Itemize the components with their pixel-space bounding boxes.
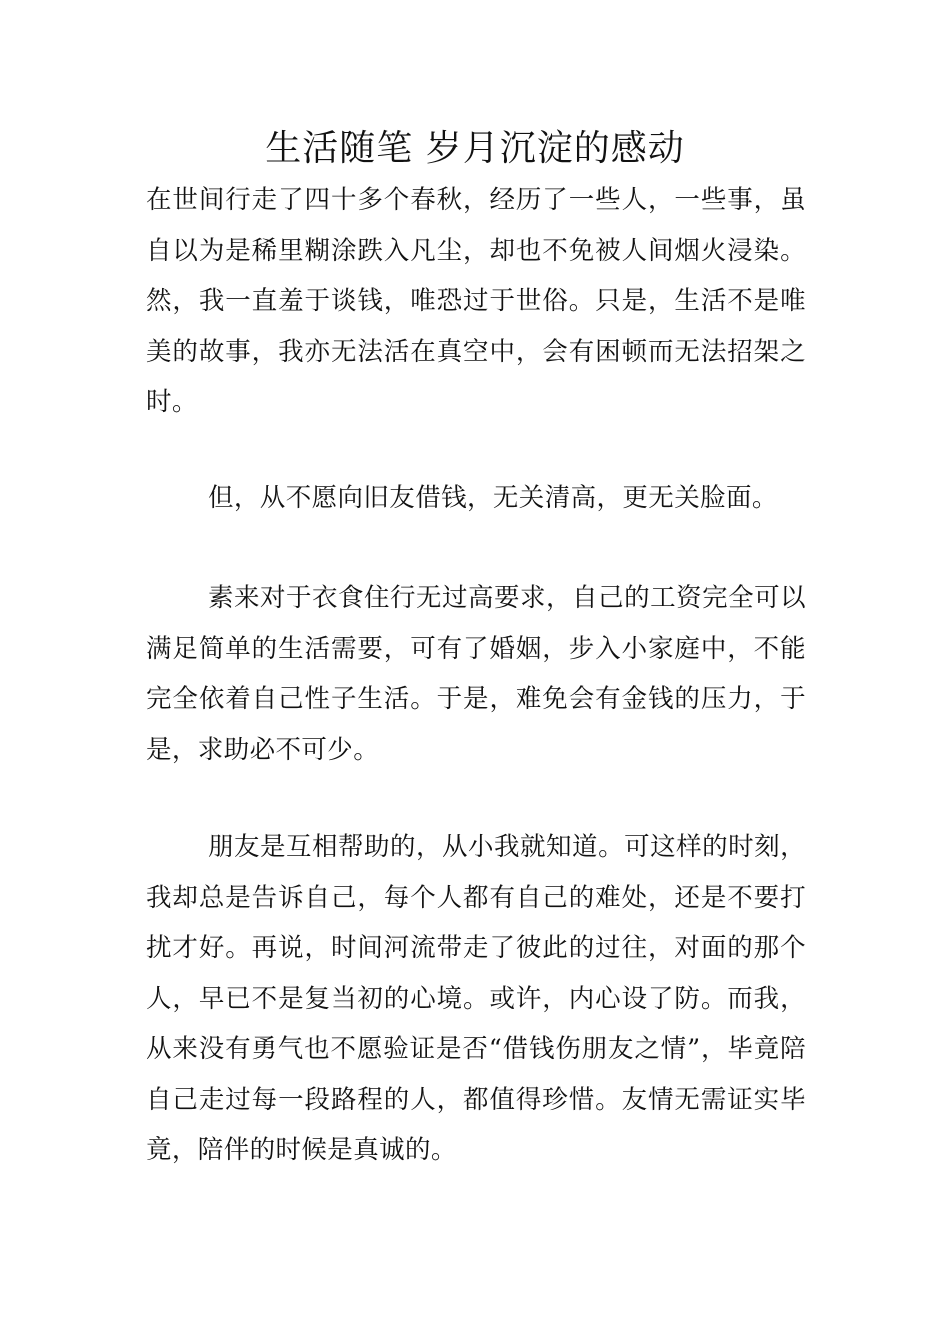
document-title: 生活随笔 岁月沉淀的感动	[265, 128, 685, 169]
paragraph-3: 素来对于衣食住行无过高要求，自己的工资完全可以满足简单的生活需要，可有了婚姻，步入小家庭中，不能完全依着自己性子生活。于是，难免会有金钱的压力，于是，求助必不可少。	[146, 583, 806, 765]
paragraph-1: 在世间行走了四十多个春秋，经历了一些人，一些事，虽自以为是稀里糊涂跌入凡尘，却也不免被人间烟火浸染。然，我一直羞于谈钱，唯恐过于世俗。只是，生活不是唯美的故事，我亦无法活在真空中，会有困顿而无法招架之时。	[146, 185, 806, 417]
paragraph-4: 朋友是互相帮助的，从小我就知道。可这样的时刻，我却总是告诉自己，每个人都有自己的难处，还是不要打扰才好。再说，时间河流带走了彼此的过往，对面的那个人，早已不是复当初的心境。或许，内心设了防。而我，从来没有勇气也不愿验证是否“借钱伤朋友之情”，毕竟陪自己走过每一段路程的人，都值得珍惜。友情无需证实毕竟，陪伴的时候是真诚的。	[146, 832, 806, 1165]
paragraph-2: 但，从不愿向旧友借钱，无关清高，更无关脸面。	[208, 483, 778, 513]
